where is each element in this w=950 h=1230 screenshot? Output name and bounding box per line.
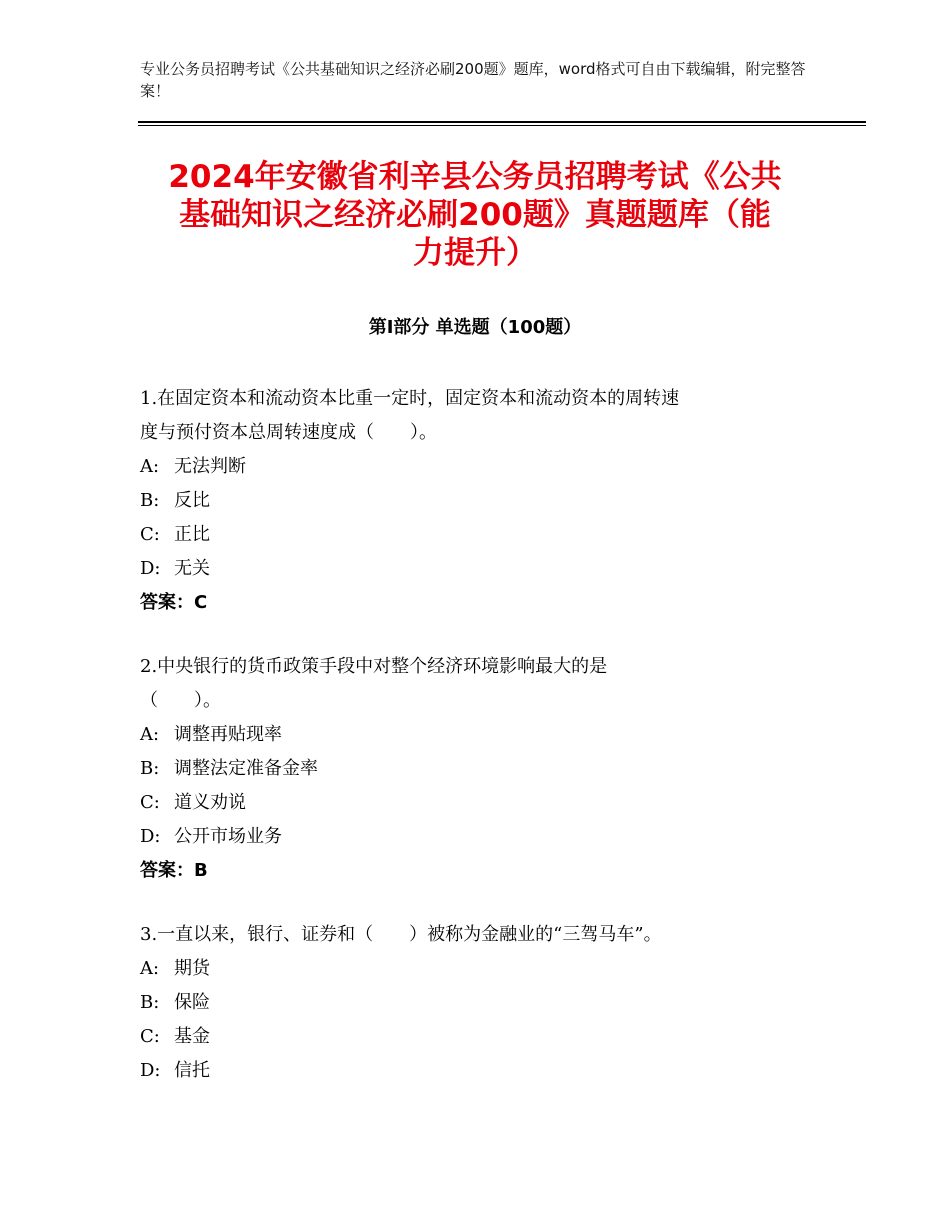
option-key: A: [140, 958, 160, 979]
option-key: D: [140, 826, 161, 847]
option-text: 保险 [174, 992, 210, 1013]
option-c [140, 786, 820, 820]
option-key: C: [140, 524, 160, 545]
section-title: 第I部分 单选题（100题） [368, 317, 582, 338]
option-b [140, 484, 820, 518]
option-text: 反比 [174, 490, 210, 511]
option-c [140, 518, 820, 552]
option-a [140, 952, 820, 986]
option-c [140, 1020, 820, 1054]
option-text: 无关 [174, 558, 210, 579]
option-key: A: [140, 724, 160, 745]
option-key: D: [140, 558, 161, 579]
question-stem: 3.一直以来，银行、证券和（ ）被称为金融业的“三驾马车”。 [140, 924, 662, 945]
option-text: 期货 [174, 958, 210, 979]
question-list [140, 382, 820, 1118]
option-key: A: [140, 456, 160, 477]
option-key: D: [140, 1060, 161, 1081]
question-3 [140, 918, 820, 1088]
question-stem: （ ）。 [140, 690, 221, 711]
title-line: 基础知识之经济必刷200题》真题题库（能 [179, 197, 771, 233]
question-1 [140, 382, 820, 620]
option-text: 调整法定准备金率 [174, 758, 318, 779]
option-text: 道义劝说 [174, 792, 246, 813]
option-text: 正比 [174, 524, 210, 545]
option-d [140, 552, 820, 586]
option-b [140, 752, 820, 786]
option-text: 无法判断 [174, 456, 246, 477]
answer: 答案：B [140, 860, 208, 881]
answer: 答案：C [140, 592, 208, 613]
question-stem: 1.在固定资本和流动资本比重一定时，固定资本和流动资本的周转速 [140, 388, 680, 409]
header-rule-thick [138, 121, 866, 123]
option-text: 公开市场业务 [174, 826, 282, 847]
question-stem: 2.中央银行的货币政策手段中对整个经济环境影响最大的是 [140, 656, 608, 677]
option-key: C: [140, 792, 160, 813]
option-key: B: [140, 992, 160, 1013]
option-text: 基金 [174, 1026, 210, 1047]
document-title [120, 158, 830, 272]
option-key: B: [140, 758, 160, 779]
option-d [140, 820, 820, 854]
option-d [140, 1054, 820, 1088]
option-a [140, 450, 820, 484]
header-rule-thin [138, 125, 866, 126]
option-key: C: [140, 1026, 160, 1047]
option-b [140, 986, 820, 1020]
title-line: 力提升） [413, 235, 537, 271]
option-key: B: [140, 490, 160, 511]
option-a [140, 718, 820, 752]
option-text: 调整再贴现率 [174, 724, 282, 745]
header-note: 专业公务员招聘考试《公共基础知识之经济必刷200题》题库，word格式可自由下载编辑，附完整答案！ [140, 60, 806, 100]
option-text: 信托 [174, 1060, 210, 1081]
question-stem: 度与预付资本总周转速度成（ ）。 [140, 422, 437, 443]
question-2 [140, 650, 820, 888]
title-line: 2024年安徽省利辛县公务员招聘考试《公共 [168, 159, 782, 195]
